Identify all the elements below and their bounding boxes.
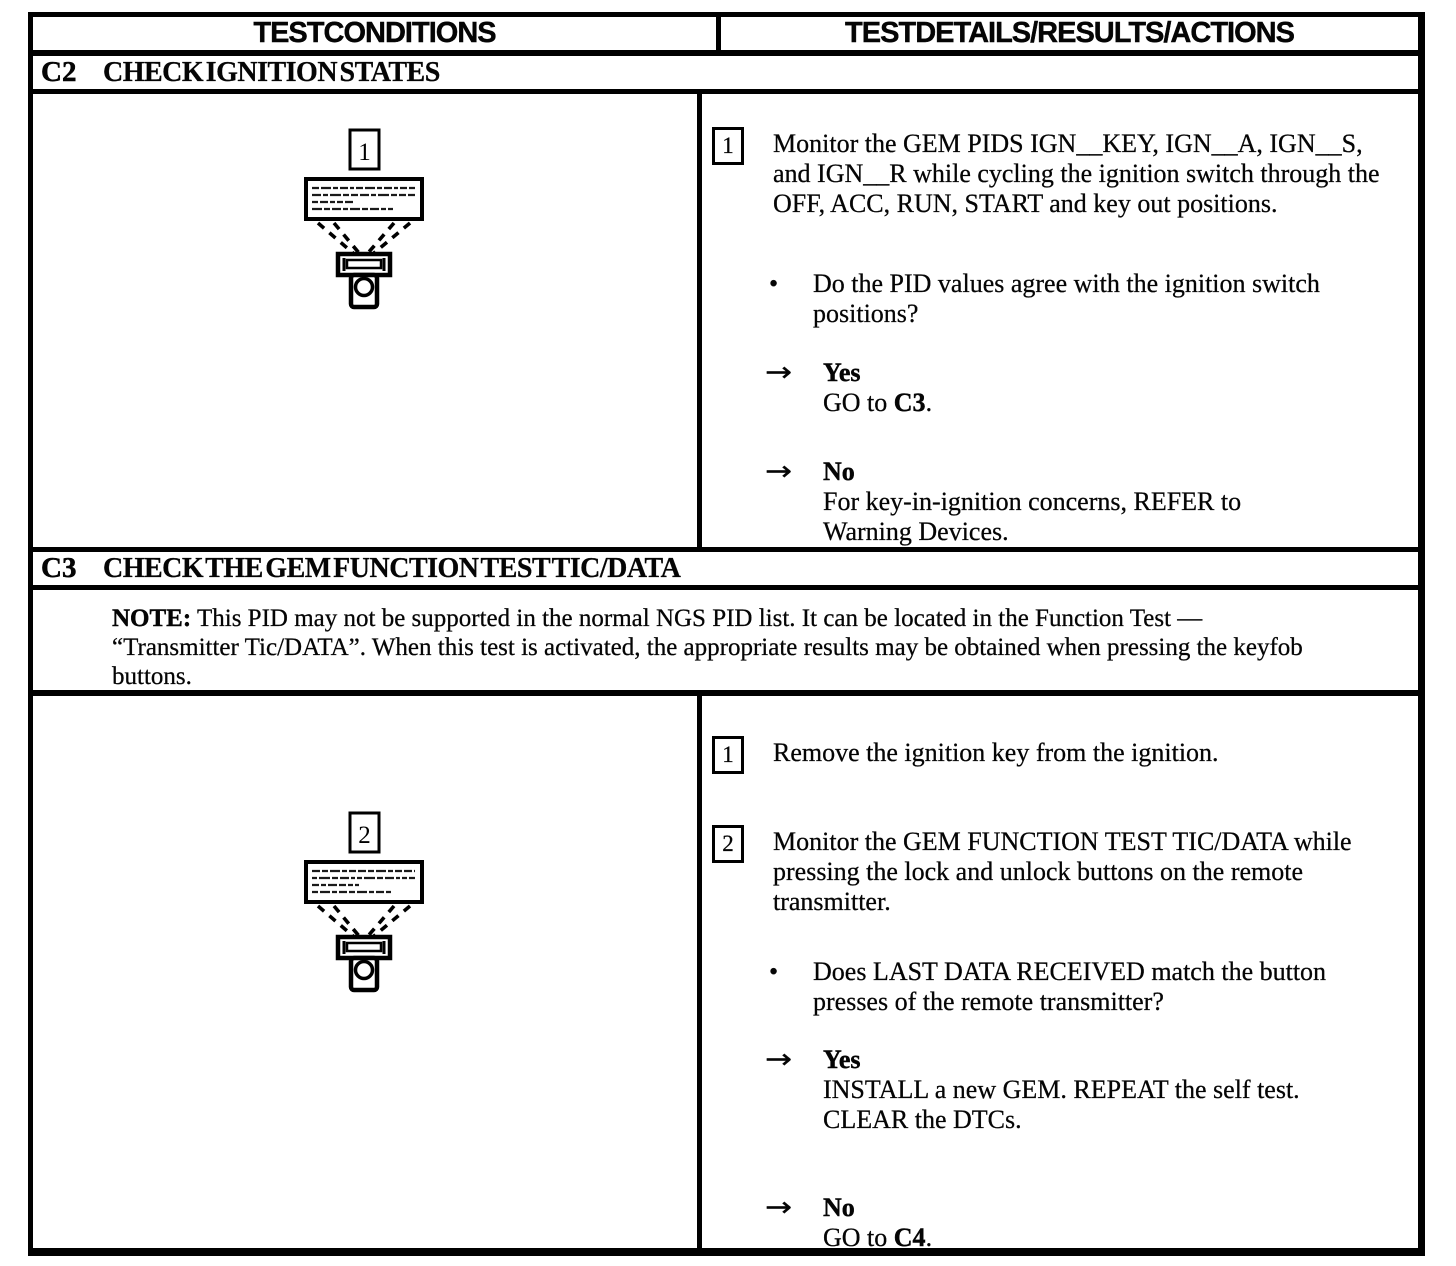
c2-details-cell xyxy=(702,94,1418,547)
c2-conditions-cell xyxy=(33,94,702,547)
yes-label: Yes xyxy=(823,1045,861,1074)
note-paragraph xyxy=(33,590,1418,690)
c2-question xyxy=(769,269,1388,329)
remote-transmitter-illustration xyxy=(303,128,427,310)
question-text: Do the PID values agree with the ignition switch positions? xyxy=(813,269,1320,328)
yes-action: INSTALL a new GEM. REPEAT the self test. CLEAR the DTCs. xyxy=(823,1075,1300,1134)
c3-step-2 xyxy=(712,827,1388,917)
label-text-box xyxy=(306,179,422,219)
c2-step-1 xyxy=(712,129,1388,219)
no-label: No xyxy=(823,457,855,486)
remote-transmitter-figure xyxy=(303,811,427,1253)
arrow-icon: → xyxy=(765,357,793,388)
arrow-icon: → xyxy=(765,1044,793,1075)
no-branch-body xyxy=(823,1193,1323,1253)
callout-number: 1 xyxy=(358,139,371,166)
header-test-conditions: TEST CONDITIONS xyxy=(33,17,721,50)
question-text: Does LAST DATA RECEIVED match the button presses of the remote transmitter? xyxy=(813,957,1327,1016)
yes-branch-body xyxy=(823,358,1323,418)
section-c2-content-row xyxy=(33,94,1418,552)
remote-transmitter-illustration xyxy=(303,811,427,993)
note-label: NOTE: xyxy=(112,605,192,632)
section-c2-id: C2 xyxy=(41,56,77,88)
header-test-details: TEST DETAILS/RESULTS/ACTIONS xyxy=(845,17,1294,49)
action-text-suffix: . xyxy=(925,388,933,417)
section-c3-id: C3 xyxy=(41,552,77,584)
c3-no-branch xyxy=(765,1193,1388,1253)
pointer-dashed-lines xyxy=(318,906,410,936)
action-target-ref: C4 xyxy=(893,1223,926,1252)
yes-label: Yes xyxy=(823,358,861,387)
yes-action xyxy=(823,388,1323,418)
label-text-box xyxy=(306,862,422,902)
step-instruction: Monitor the GEM FUNCTION TEST TIC/DATA while pressing the lock and unlock buttons on the remote transmitter. xyxy=(773,827,1352,916)
arrow-icon: → xyxy=(765,456,793,487)
step-number-box: 1 xyxy=(712,127,744,165)
action-text: GO to xyxy=(823,388,894,417)
arrow-icon: → xyxy=(765,1192,793,1223)
section-c3-title: CHECK THE GEM FUNCTION TEST TIC/DATA xyxy=(103,552,681,584)
action-text-suffix: . xyxy=(925,1223,933,1252)
section-c3-title-row xyxy=(33,552,1418,590)
pinpoint-test-table xyxy=(28,12,1425,1256)
c2-yes-branch xyxy=(765,358,1388,418)
c3-yes-branch xyxy=(765,1045,1388,1135)
section-c2-title: CHECK IGNITION STATES xyxy=(103,56,440,88)
step-instruction: Remove the ignition key from the ignition. xyxy=(773,738,1219,767)
note-text: This PID may not be supported in the normal NGS PID list. It can be located in the Function Test — “Transmitter Tic/DATA”. When this test is activated, the appropriate results may be obtained when pressing the keyfob buttons. xyxy=(112,605,1303,690)
yes-branch-body xyxy=(823,1045,1323,1135)
bullet-icon: • xyxy=(769,957,779,986)
pointer-dashed-lines xyxy=(318,223,410,253)
callout-number: 2 xyxy=(358,822,371,849)
section-c3-content-row xyxy=(33,696,1418,1253)
keyfob-icon xyxy=(338,254,390,307)
c2-no-branch xyxy=(765,457,1388,547)
c3-conditions-cell xyxy=(33,696,702,1253)
step-number-box: 2 xyxy=(712,825,744,863)
c3-details-cell xyxy=(702,696,1418,1253)
bullet-icon: • xyxy=(769,269,779,298)
no-action: For key-in-ignition concerns, REFER to Warning Devices. xyxy=(823,487,1242,546)
remote-transmitter-figure xyxy=(303,128,427,547)
action-target-ref: C3 xyxy=(893,388,926,417)
section-c2-title-row xyxy=(33,56,1418,94)
step-instruction: Monitor the GEM PIDS IGN__KEY, IGN__A, IGN__S, and IGN__R while cycling the ignition switch through the OFF, ACC, RUN, START and key out positions. xyxy=(773,129,1380,218)
step-number-box: 1 xyxy=(712,736,744,774)
no-label: No xyxy=(823,1193,855,1222)
c3-question xyxy=(769,957,1388,1017)
c3-step-1 xyxy=(712,738,1388,774)
note-row xyxy=(33,590,1418,696)
no-action xyxy=(823,1223,1323,1253)
keyfob-icon xyxy=(338,937,390,990)
table-header-row xyxy=(33,17,1418,56)
action-text: GO to xyxy=(823,1223,894,1252)
no-branch-body xyxy=(823,457,1323,547)
